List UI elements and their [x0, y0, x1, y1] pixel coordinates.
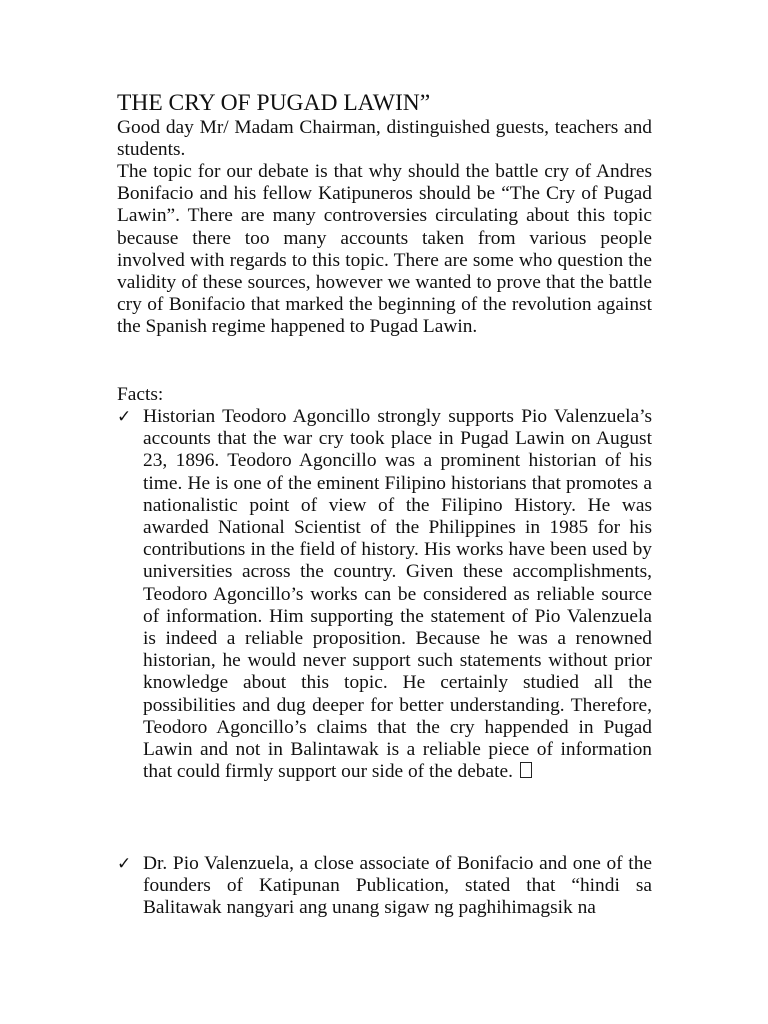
facts-label: Facts: — [117, 384, 164, 405]
fact-text — [143, 406, 652, 783]
fact-text: Dr. Pio Valenzuela, a close associate of Bonifacio and one of the founders of Katipunan Publication, stated that “hindi sa Balitawak nangyari ang unang sigaw ng paghihimagsik na — [143, 853, 652, 919]
missing-glyph-icon — [520, 762, 532, 778]
fact-item — [117, 853, 652, 920]
document-title: THE CRY OF PUGAD LAWIN” — [117, 90, 431, 116]
topic-paragraph: The topic for our debate is that why should the battle cry of Andres Bonifacio and his fellow Katipuneros should be “The Cry of Pugad Lawin”. There are many controversies circulating about this topic because there too many accounts taken from various people involved with regards to this topic. There are some who question the validity of these sources, however we wanted to prove that the battle cry of Bonifacio that marked the beginning of the revolution against the Spanish regime happened to Pugad Lawin. — [117, 161, 652, 338]
fact-text-content: Historian Teodoro Agoncillo strongly supports Pio Valenzuela’s accounts that the war cry took place in Pugad Lawin on August 23, 1896. Teodoro Agoncillo was a prominent historian of his time. He is one of the eminent Filipino historians that promotes a nationalistic point of view of the Filipino History. He was awarded National Scientist of the Philippines in 1985 for his contributions in the field of history. His works have been used by universities across the country. Given these accomplishments, Teodoro Agoncillo’s works can be considered as reliable source of information. Him supporting the statement of Pio Valenzuela is indeed a reliable proposition. Because he was a renowned historian, he would never support such statements without prior knowledge about this topic. He certainly studied all the possibilities and dug deeper for better understanding. Therefore, Teodoro Agoncillo’s claims that the cry happended in Pugad Lawin and not in Balintawak is a reliable piece of information that could firmly support our side of the debate. — [143, 406, 652, 783]
checkmark-icon: ✓ — [117, 407, 132, 427]
intro-paragraph: Good day Mr/ Madam Chairman, distinguished guests, teachers and students. — [117, 117, 652, 161]
checkmark-icon: ✓ — [117, 854, 132, 874]
fact-item — [117, 406, 652, 783]
